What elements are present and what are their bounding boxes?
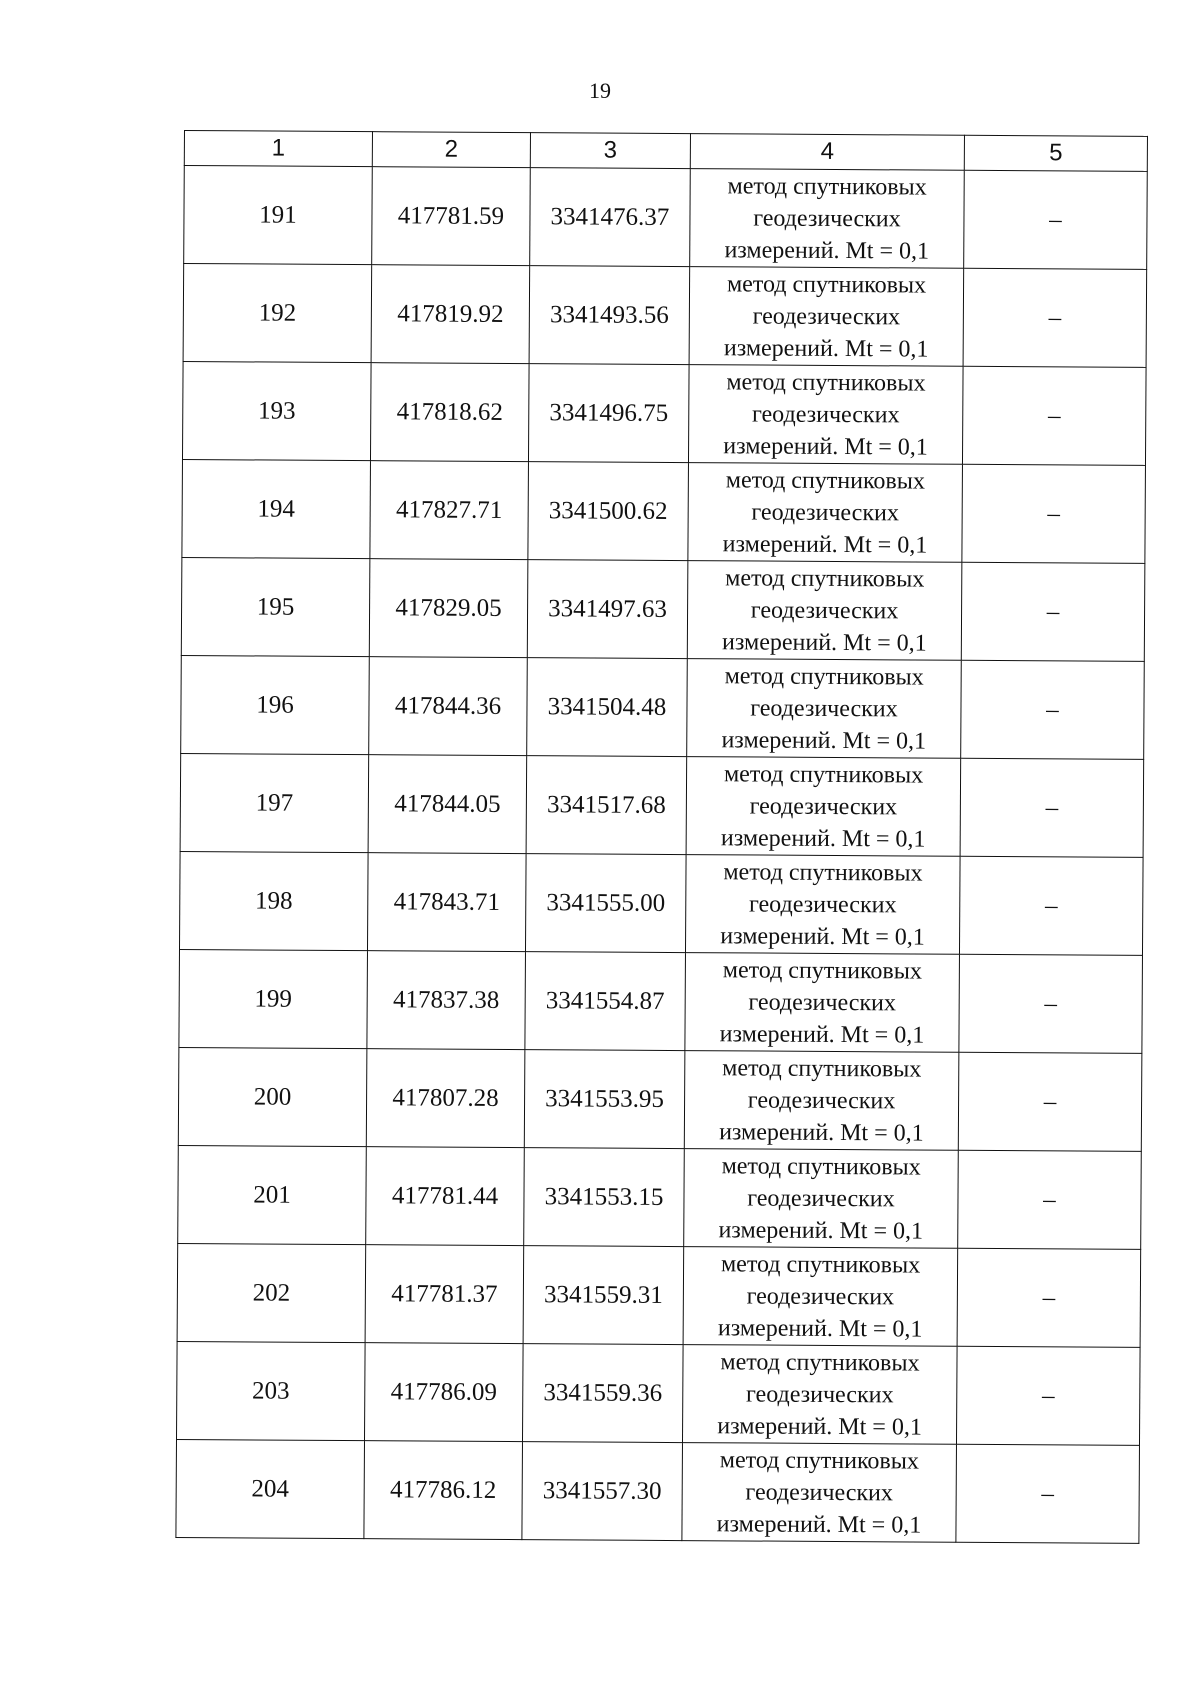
note-cell: – (958, 1052, 1142, 1151)
y-coordinate-cell: 3341559.36 (522, 1344, 683, 1443)
table-row (178, 1047, 1142, 1151)
table-row (184, 166, 1148, 270)
method-line: геодезических (745, 1478, 893, 1506)
column-header-3: 3 (530, 133, 690, 169)
table-row (183, 264, 1147, 368)
point-number-cell: 202 (177, 1243, 366, 1342)
y-coordinate-cell: 3341554.87 (525, 952, 686, 1051)
point-number-cell: 192 (183, 264, 372, 363)
method-cell (686, 757, 961, 857)
method-cell (689, 267, 964, 367)
x-coordinate-cell: 417827.71 (370, 461, 529, 560)
method-cell (682, 1443, 957, 1543)
x-coordinate-cell: 417786.12 (364, 1441, 523, 1540)
note-cell: – (961, 660, 1145, 759)
note-cell: – (958, 1150, 1142, 1249)
point-number-cell: 197 (180, 753, 369, 852)
x-coordinate-cell: 417781.44 (366, 1147, 525, 1246)
method-line: измерений. Mt = 0,1 (720, 922, 925, 951)
method-cell (684, 1149, 959, 1249)
note-cell: – (963, 268, 1147, 367)
table-row (177, 1341, 1141, 1445)
method-line: метод спутниковых (722, 1054, 922, 1083)
method-cell (687, 659, 962, 759)
method-line: метод спутниковых (719, 1446, 920, 1475)
note-cell: – (962, 366, 1146, 465)
y-coordinate-cell: 3341517.68 (526, 756, 687, 855)
method-line: метод спутниковых (724, 662, 924, 691)
column-header-5: 5 (964, 135, 1147, 171)
x-coordinate-cell: 417844.36 (369, 657, 528, 756)
method-line: измерений. Mt = 0,1 (717, 1314, 923, 1343)
point-number-cell: 199 (179, 949, 368, 1048)
table-row (182, 459, 1146, 563)
y-coordinate-cell: 3341555.00 (525, 854, 686, 953)
method-line: измерений. Mt = 0,1 (717, 1412, 922, 1441)
method-line: метод спутниковых (720, 1250, 921, 1279)
point-number-cell: 191 (184, 166, 373, 265)
method-line: геодезических (746, 1282, 895, 1310)
method-line: геодезических (747, 1184, 895, 1212)
note-cell: – (960, 758, 1144, 857)
method-line: метод спутниковых (721, 1152, 921, 1181)
method-line: геодезических (745, 1380, 894, 1408)
table-row (181, 655, 1145, 759)
point-number-cell: 193 (182, 361, 371, 460)
table-row (179, 949, 1143, 1053)
method-line: метод спутниковых (727, 172, 927, 201)
method-cell (684, 1051, 959, 1151)
table-body (176, 166, 1147, 1544)
method-cell (687, 561, 962, 661)
table-row (176, 1439, 1140, 1543)
table-header (184, 131, 1147, 172)
note-cell: – (956, 1444, 1140, 1543)
point-number-cell: 203 (177, 1341, 366, 1440)
method-cell (688, 463, 963, 563)
note-cell: – (959, 954, 1143, 1053)
method-line: измерений. Mt = 0,1 (719, 1020, 925, 1049)
y-coordinate-cell: 3341504.48 (527, 658, 688, 757)
y-coordinate-cell: 3341497.63 (527, 560, 688, 659)
note-cell: – (962, 464, 1146, 563)
table-row (181, 557, 1145, 661)
note-cell: – (956, 1346, 1140, 1445)
method-line: метод спутниковых (723, 858, 923, 887)
method-line: метод спутниковых (725, 466, 925, 495)
y-coordinate-cell: 3341476.37 (530, 168, 691, 267)
x-coordinate-cell: 417781.37 (365, 1245, 524, 1344)
method-line: измерений. Mt = 0,1 (723, 334, 929, 363)
method-line: измерений. Mt = 0,1 (723, 432, 928, 461)
method-line: измерений. Mt = 0,1 (716, 1510, 922, 1539)
coordinates-table (175, 130, 1148, 1544)
y-coordinate-cell: 3341553.15 (524, 1148, 685, 1247)
x-coordinate-cell: 417786.09 (364, 1343, 523, 1442)
x-coordinate-cell: 417837.38 (367, 951, 526, 1050)
point-number-cell: 198 (179, 851, 368, 950)
method-line: геодезических (748, 890, 897, 918)
method-line: метод спутниковых (726, 270, 927, 299)
method-cell (688, 365, 963, 465)
note-cell: – (959, 856, 1143, 955)
point-number-cell: 204 (176, 1439, 365, 1538)
method-line: метод спутниковых (725, 564, 925, 593)
note-cell: – (964, 170, 1148, 269)
x-coordinate-cell: 417819.92 (371, 265, 530, 364)
x-coordinate-cell: 417843.71 (367, 853, 526, 952)
method-line: геодезических (749, 792, 898, 820)
header-row (184, 131, 1147, 172)
method-line: измерений. Mt = 0,1 (722, 628, 927, 657)
method-line: геодезических (748, 988, 896, 1016)
method-cell (685, 953, 960, 1053)
method-line: измерений. Mt = 0,1 (721, 726, 927, 755)
method-cell (682, 1345, 957, 1445)
x-coordinate-cell: 417844.05 (368, 755, 527, 854)
table-row (179, 851, 1143, 955)
point-number-cell: 201 (178, 1145, 367, 1244)
y-coordinate-cell: 3341500.62 (528, 462, 689, 561)
table-row (177, 1243, 1141, 1347)
method-cell (690, 169, 965, 269)
method-line: измерений. Mt = 0,1 (719, 1118, 924, 1147)
point-number-cell: 195 (181, 557, 370, 656)
table-row (182, 361, 1146, 465)
table-row (178, 1145, 1142, 1249)
method-line: метод спутниковых (726, 368, 926, 397)
y-coordinate-cell: 3341496.75 (528, 364, 689, 463)
column-header-1: 1 (184, 131, 372, 167)
method-line: геодезических (750, 694, 898, 722)
method-line: метод спутниковых (720, 1348, 920, 1377)
note-cell: – (961, 562, 1145, 661)
method-line: измерений. Mt = 0,1 (722, 530, 928, 559)
x-coordinate-cell: 417818.62 (370, 363, 529, 462)
x-coordinate-cell: 417807.28 (366, 1049, 525, 1148)
y-coordinate-cell: 3341557.30 (522, 1442, 683, 1541)
page-number: 19 (589, 78, 611, 103)
method-cell (683, 1247, 958, 1347)
method-line: геодезических (752, 302, 901, 330)
note-cell: – (957, 1248, 1141, 1347)
y-coordinate-cell: 3341493.56 (529, 266, 690, 365)
method-line: метод спутниковых (722, 956, 923, 985)
column-header-2: 2 (372, 132, 530, 168)
column-header-4: 4 (690, 134, 964, 171)
method-line: геодезических (750, 596, 899, 624)
table-row (180, 753, 1144, 857)
point-number-cell: 200 (178, 1047, 367, 1146)
method-line: геодезических (751, 400, 900, 428)
x-coordinate-cell: 417781.59 (372, 167, 531, 266)
method-cell (685, 855, 960, 955)
method-line: геодезических (747, 1086, 896, 1114)
point-number-cell: 196 (181, 655, 370, 754)
y-coordinate-cell: 3341559.31 (523, 1246, 684, 1345)
method-line: измерений. Mt = 0,1 (724, 236, 930, 265)
method-line: геодезических (751, 498, 899, 526)
method-line: измерений. Mt = 0,1 (718, 1216, 924, 1245)
y-coordinate-cell: 3341553.95 (524, 1050, 685, 1149)
method-line: измерений. Mt = 0,1 (720, 824, 926, 853)
point-number-cell: 194 (182, 459, 371, 558)
x-coordinate-cell: 417829.05 (369, 559, 528, 658)
method-line: метод спутниковых (723, 760, 924, 789)
method-line: геодезических (753, 204, 901, 232)
